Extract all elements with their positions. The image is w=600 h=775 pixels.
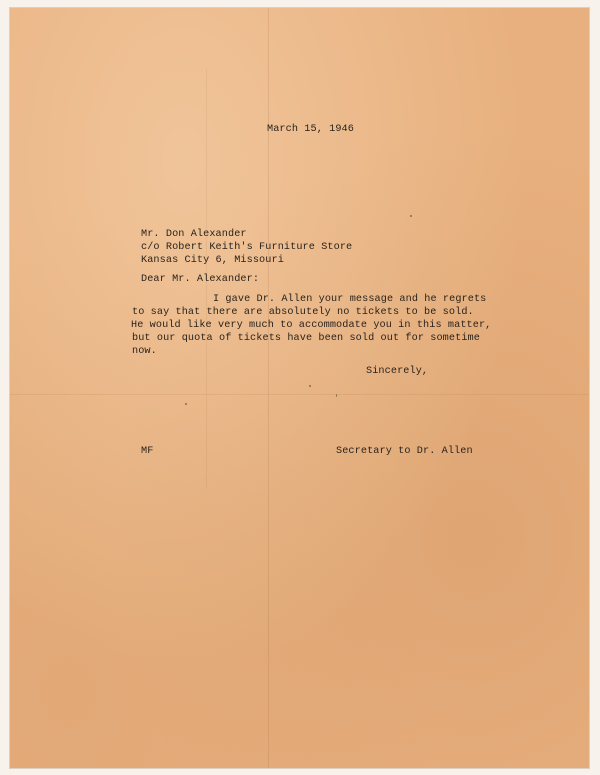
paper-speck xyxy=(336,394,337,397)
body-line: I gave Dr. Allen your message and he regrets xyxy=(213,294,487,305)
body-line: to say that there are absolutely no tickets to be sold. xyxy=(132,307,474,318)
signature-title: Secretary to Dr. Allen xyxy=(336,446,473,457)
salutation: Dear Mr. Alexander: xyxy=(141,274,260,285)
typist-initials: MF xyxy=(141,446,154,457)
recipient-name: Mr. Don Alexander xyxy=(141,229,247,240)
body-line: but our quota of tickets have been sold out for sometime xyxy=(132,333,480,344)
paper-speck xyxy=(410,215,412,217)
letter-date: March 15, 1946 xyxy=(267,124,354,135)
body-line: He would like very much to accommodate you in this matter, xyxy=(131,320,492,331)
paper-speck xyxy=(309,385,311,387)
horizontal-crease xyxy=(10,394,589,395)
paper-speck xyxy=(185,403,187,405)
body-line: now. xyxy=(132,346,157,357)
recipient-city: Kansas City 6, Missouri xyxy=(141,255,284,266)
vertical-crease xyxy=(268,8,269,768)
recipient-care-of: c/o Robert Keith's Furniture Store xyxy=(141,242,353,253)
closing: Sincerely, xyxy=(366,366,429,377)
letter-paper xyxy=(10,8,589,768)
